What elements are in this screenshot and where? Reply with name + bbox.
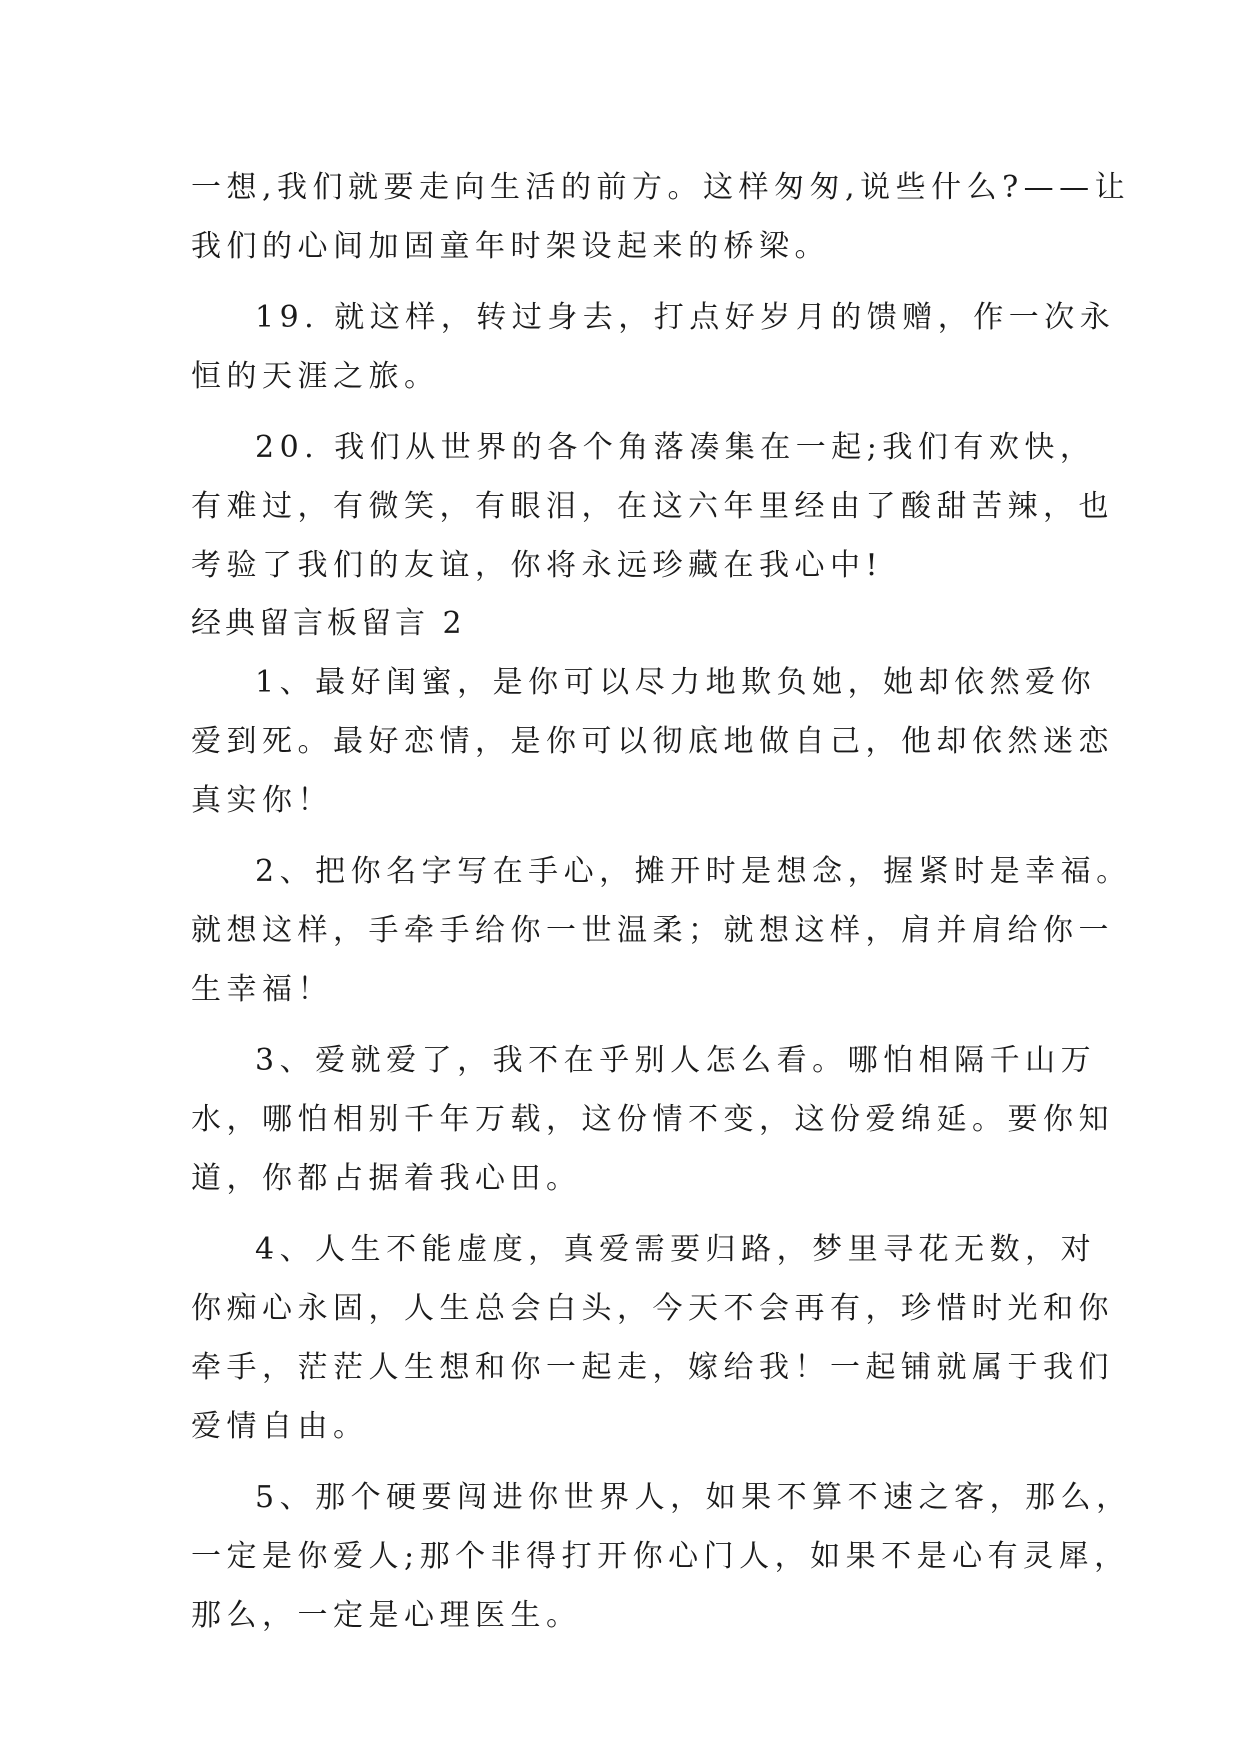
text-line: 生幸福！ bbox=[191, 972, 333, 1007]
text-line: 水，哪怕相别千年万载，这份情不变，这份爱绵延。要你知 bbox=[191, 1102, 1114, 1137]
text-line: 考验了我们的友谊，你将永远珍藏在我心中! bbox=[191, 548, 884, 583]
text-line: 牵手，茫茫人生想和你一起走，嫁给我！一起铺就属于我们 bbox=[191, 1350, 1114, 1385]
text-line: 19. 就这样，转过身去，打点好岁月的馈赠，作一次永 bbox=[255, 300, 1116, 335]
text-line: 就想这样，手牵手给你一世温柔；就想这样，肩并肩给你一 bbox=[191, 913, 1114, 948]
text-line: 3、爱就爱了，我不在乎别人怎么看。哪怕相隔千山万 bbox=[255, 1043, 1097, 1078]
paragraph-item-3 bbox=[191, 1031, 1114, 1208]
document-body bbox=[191, 158, 1132, 1645]
text-line: 4、人生不能虚度，真爱需要归路，梦里寻花无数，对 bbox=[255, 1232, 1097, 1267]
text-line: 20. 我们从世界的各个角落凑集在一起;我们有欢快， bbox=[255, 430, 1096, 465]
text-line: 一定是你爱人;那个非得打开你心门人，如果不是心有灵犀， bbox=[191, 1539, 1130, 1574]
text-line: 那么，一定是心理医生。 bbox=[191, 1598, 582, 1633]
text-line: 一想,我们就要走向生活的前方。这样匆匆,说些什么?——让 bbox=[191, 170, 1131, 205]
paragraph-item-5 bbox=[191, 1468, 1132, 1645]
paragraph-item-1 bbox=[191, 653, 1114, 830]
text-line: 真实你！ bbox=[191, 783, 333, 818]
text-line: 恒的天涯之旅。 bbox=[191, 359, 440, 394]
text-line: 1、最好闺蜜，是你可以尽力地欺负她，她却依然爱你 bbox=[255, 665, 1097, 700]
text-line: 爱到死。最好恋情，是你可以彻底地做自己，他却依然迷恋 bbox=[191, 724, 1114, 759]
text-line: 爱情自由。 bbox=[191, 1409, 369, 1444]
text-line: 道，你都占据着我心田。 bbox=[191, 1161, 582, 1196]
paragraph-continuation bbox=[191, 158, 1131, 276]
text-line: 2、把你名字写在手心，摊开时是想念，握紧时是幸福。 bbox=[255, 854, 1132, 889]
text-line: 你痴心永固，人生总会白头，今天不会再有，珍惜时光和你 bbox=[191, 1291, 1114, 1326]
text-line: 我们的心间加固童年时架设起来的桥梁。 bbox=[191, 229, 830, 264]
text-line: 5、那个硬要闯进你世界人，如果不算不速之客，那么， bbox=[255, 1480, 1132, 1515]
section-heading: 经典留言板留言 2 bbox=[191, 606, 466, 641]
paragraph-item-19 bbox=[191, 288, 1116, 406]
paragraph-item-4 bbox=[191, 1220, 1114, 1456]
text-line: 有难过，有微笑，有眼泪，在这六年里经由了酸甜苦辣，也 bbox=[191, 489, 1114, 524]
paragraph-item-2 bbox=[191, 842, 1132, 1019]
paragraph-item-20 bbox=[191, 418, 1114, 595]
